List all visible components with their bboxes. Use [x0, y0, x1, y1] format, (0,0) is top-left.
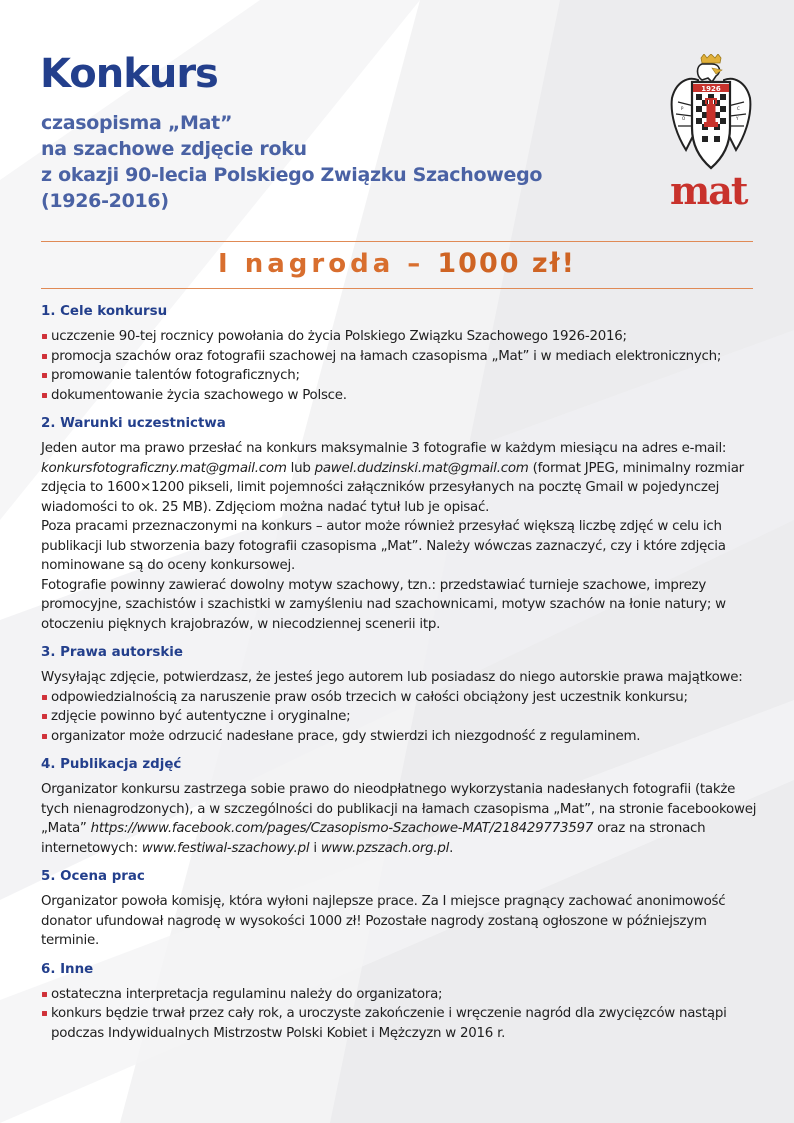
bullet-icon — [42, 373, 47, 378]
bullet-icon — [42, 354, 47, 359]
section-copyright — [41, 644, 757, 746]
section-heading: 2. Warunki uczestnictwa — [41, 416, 226, 431]
bullet-icon — [42, 734, 47, 739]
paragraph — [41, 439, 757, 517]
text-run: i — [309, 840, 321, 856]
list-item-text: odpowiedzialnością za naruszenie praw osób trzecich w całości obciążony jest uczestnik konkursu; — [51, 689, 688, 705]
svg-text:O: O — [682, 116, 686, 121]
page-title: Konkurs — [40, 51, 218, 97]
subtitle — [41, 110, 641, 214]
list-item — [41, 727, 757, 747]
section-evaluation — [41, 868, 757, 951]
section-heading: 5. Ocena prac — [41, 869, 145, 884]
text-run: . — [449, 840, 454, 856]
list-item — [41, 1004, 757, 1043]
list-item-text: dokumentowanie życia szachowego w Polsce. — [51, 387, 347, 403]
list-item-text: organizator może odrzucić nadesłane prace, gdy stwierdzi ich niezgodność z regulaminem. — [51, 728, 641, 744]
section-heading: 6. Inne — [41, 961, 94, 977]
mat-logo — [664, 54, 760, 216]
paragraph: Poza pracami przeznaczonymi na konkurs – autor może również przesyłać większą liczbę zdjęć w celu ich publikacji lub stworzenia bazy fotografii czasopisma „Mat”. Należy wówczas zaznaczyć, czy i które zdjęcia nominowane są do oceny konkursowej. — [41, 519, 726, 573]
prize-amount: 1000 zł! — [437, 248, 576, 279]
section-goals — [41, 303, 757, 405]
text-run: lub — [286, 460, 315, 476]
list-item — [41, 347, 757, 367]
svg-text:P: P — [681, 106, 684, 111]
section-heading: 4. Publikacja zdjęć — [41, 757, 182, 772]
subtitle-line: czasopisma „Mat” — [41, 112, 233, 134]
svg-text:C: C — [737, 106, 740, 111]
list-item-text: promocja szachów oraz fotografii szachowej na łamach czasopisma „Mat” i w mediach elektronicznych; — [51, 348, 722, 364]
text-run: Organizator konkursu zastrzega sobie prawo do nieodpłatnego wykorzystania nadesłanych fotografii (także tych nienagrodzonych), a w szczególności do publikacji na łamach czasopisma „Mat”, na stronie facebookowej „Mata” — [41, 782, 757, 836]
section-other — [41, 961, 757, 1044]
email-link[interactable]: konkursfotograficzny.mat@gmail.com — [41, 460, 287, 476]
paragraph — [41, 780, 757, 858]
text-run: Jeden autor ma prawo przesłać na konkurs maksymalnie 3 fotografie w każdym miesiącu na adres e-mail: — [41, 441, 727, 456]
list-item-text: konkurs będzie trwał przez cały rok, a uroczyste zakończenie i wręczenie nagród dla zwycięzców nastąpi podczas Indywidualnych Mistrzostw Polski Kobiet i Mężczyzn w 2016 r. — [51, 1006, 727, 1041]
bullet-icon — [42, 695, 47, 700]
website-link[interactable]: www.festiwal-szachowy.pl — [141, 840, 310, 856]
text-run: (format JPEG, minimalny rozmiar zdjęcia to 1600×1200 pikseli, limit pojemności załączników przesyłanych na pocztę Gmail w pojedynczej wiadomości to ok. 25 MB). Zdjęciom można nadać tytuł lub je opisać. — [41, 460, 744, 515]
section-publication — [41, 756, 757, 858]
logo-year: 1926 — [701, 84, 721, 93]
facebook-link[interactable]: https://www.facebook.com/pages/Czasopismo-Szachowe-MAT/218429773597 — [90, 821, 594, 836]
divider-top — [41, 241, 753, 242]
svg-text:Y: Y — [736, 116, 739, 121]
eagle-crest-icon — [668, 54, 754, 174]
bullet-icon — [42, 992, 47, 997]
section-heading: 3. Prawa autorskie — [41, 645, 183, 660]
email-link[interactable]: pawel.dudzinski.mat@gmail.com — [314, 460, 529, 476]
bullet-icon — [42, 714, 47, 719]
list-item — [41, 386, 757, 406]
section-participation — [41, 415, 757, 634]
rules-content — [41, 303, 757, 1053]
bullet-icon — [42, 393, 47, 398]
text-run: oraz na stronach internetowych: — [41, 821, 706, 856]
list-item-text: zdjęcie powinno być autentyczne i oryginalne; — [51, 709, 351, 724]
paragraph: Wysyłając zdjęcie, potwierdzasz, że jesteś jego autorem lub posiadasz do niego autorskie prawa majątkowe: — [41, 670, 743, 685]
prize-label: I nagroda – — [218, 249, 425, 279]
paragraph: Organizator powoła komisję, która wyłoni najlepsze prace. Za I miejsce pragnący zachować anonimowość donator ufundował nagrodę w wysokości 1000 zł! Pozostałe nagrody zostaną ogłoszone w późniejszym terminie. — [41, 894, 726, 948]
subtitle-line: (1926-2016) — [41, 190, 169, 212]
list-item — [41, 985, 757, 1005]
paragraph: Fotografie powinny zawierać dowolny motyw szachowy, tzn.: przedstawiać turnieje szachowe, imprezy promocyjne, szachistów i szachistki w zamyśleniu nad szachownicami, motyw szachów na łonie natury; w otoczeniu pięknych krajobrazów, w niecodziennej scenerii itp. — [41, 577, 726, 632]
website-link[interactable]: www.pzszach.org.pl — [320, 840, 450, 856]
prize-banner — [41, 244, 753, 284]
list-item-text: uczczenie 90-tej rocznicy powołania do życia Polskiego Związku Szachowego 1926-2016; — [51, 329, 627, 344]
list-item — [41, 707, 757, 727]
list-item — [41, 327, 757, 347]
list-item-text: ostateczna interpretacja regulaminu należy do organizatora; — [51, 986, 443, 1002]
mat-wordmark: mat — [670, 168, 747, 213]
list-item — [41, 366, 757, 386]
bullet-icon — [42, 334, 47, 339]
divider-bottom — [41, 288, 753, 289]
section-heading: 1. Cele konkursu — [41, 304, 168, 319]
list-item-text: promowanie talentów fotograficznych; — [51, 368, 300, 383]
subtitle-line: na szachowe zdjęcie roku — [41, 138, 307, 160]
list-item — [41, 688, 757, 708]
subtitle-line: z okazji 90-lecia Polskiego Związku Szachowego — [41, 164, 543, 186]
bullet-icon — [42, 1011, 47, 1016]
